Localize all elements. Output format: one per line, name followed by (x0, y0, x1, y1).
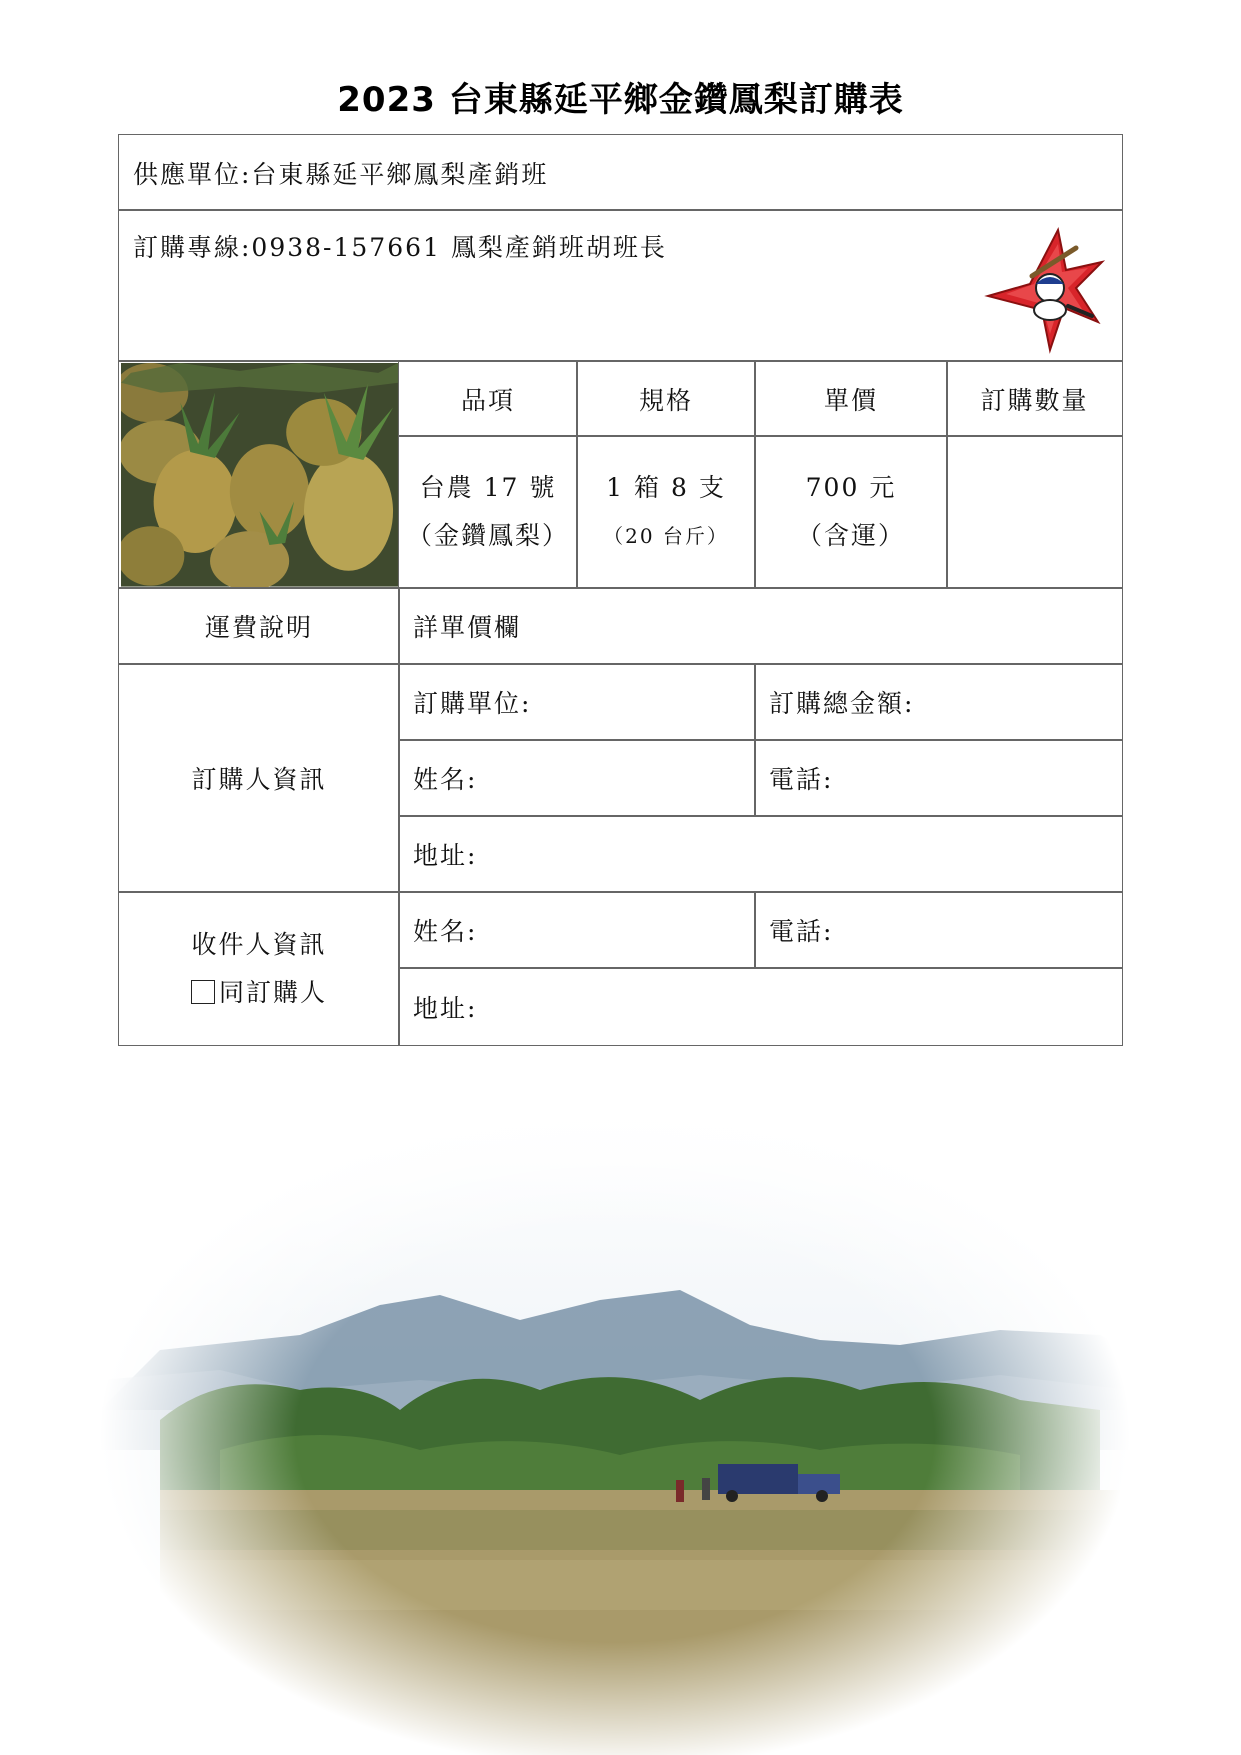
hotline-text: 訂購專線:0938-157661 鳳梨產銷班胡班長 (133, 233, 667, 262)
quantity-input-cell[interactable] (946, 435, 1123, 589)
orderer-address-label: 地址: (413, 841, 478, 870)
supplier-row (118, 134, 1123, 211)
orderer-phone-field[interactable] (754, 739, 1123, 817)
orderer-address-field[interactable] (398, 815, 1123, 893)
pineapple-field-landscape (100, 1090, 1130, 1755)
shipping-label: 運費說明 (204, 613, 313, 642)
pineapple-photo (121, 363, 398, 587)
price-value: 700 元 (805, 473, 897, 502)
recipient-phone-label: 電話: (769, 917, 834, 946)
header-quantity-label: 訂購數量 (980, 385, 1089, 415)
orderer-label-cell (118, 663, 400, 893)
orderer-unit-field[interactable] (398, 663, 756, 741)
header-price (754, 360, 948, 437)
orderer-name-label: 姓名: (413, 765, 478, 794)
header-quantity (946, 360, 1123, 437)
pineapple-photo-cell (118, 360, 400, 589)
page-title: 2023 台東縣延平鄉金鑽鳳梨訂購表 (337, 80, 904, 120)
same-as-orderer-option[interactable] (191, 969, 327, 1017)
order-form (118, 134, 1123, 1049)
hotline-row (118, 209, 1123, 362)
header-item-label: 品項 (460, 385, 515, 415)
recipient-address-label: 地址: (413, 993, 478, 1023)
orderer-total-field[interactable] (754, 663, 1123, 741)
header-spec-label: 規格 (638, 385, 693, 415)
item-name: 台農 17 號 (419, 473, 557, 502)
same-as-orderer-label: 同訂購人 (218, 977, 327, 1007)
shipping-value: 詳單價欄 (413, 613, 522, 642)
header-item (398, 360, 578, 437)
header-price-label: 單價 (823, 385, 878, 415)
orderer-name-field[interactable] (398, 739, 756, 817)
recipient-phone-field[interactable] (754, 891, 1123, 969)
spec-box: 1 箱 8 支 (606, 473, 726, 502)
item-variety: （金鑽鳳梨） (406, 521, 569, 550)
item-cell (398, 435, 578, 589)
price-note: （含運） (796, 521, 905, 550)
spec-weight: （20 台斤） (603, 524, 729, 548)
price-cell (754, 435, 948, 589)
shipping-value-cell (398, 587, 1123, 665)
orderer-unit-label: 訂購單位: (413, 689, 532, 718)
recipient-name-field[interactable] (398, 891, 756, 969)
shipping-label-cell (118, 587, 400, 665)
recipient-label: 收件人資訊 (191, 929, 327, 959)
recipient-address-field[interactable] (398, 967, 1123, 1046)
orderer-total-label: 訂購總金額: (769, 689, 915, 718)
recipient-name-label: 姓名: (413, 917, 478, 946)
baseball-team-logo (980, 226, 1108, 354)
same-as-orderer-checkbox[interactable] (191, 980, 215, 1004)
orderer-label: 訂購人資訊 (191, 765, 327, 794)
header-spec (576, 360, 756, 437)
orderer-phone-label: 電話: (769, 765, 834, 794)
supplier-text: 供應單位:台東縣延平鄉鳳梨產銷班 (133, 159, 549, 189)
recipient-label-cell (118, 891, 400, 1046)
spec-cell (576, 435, 756, 589)
